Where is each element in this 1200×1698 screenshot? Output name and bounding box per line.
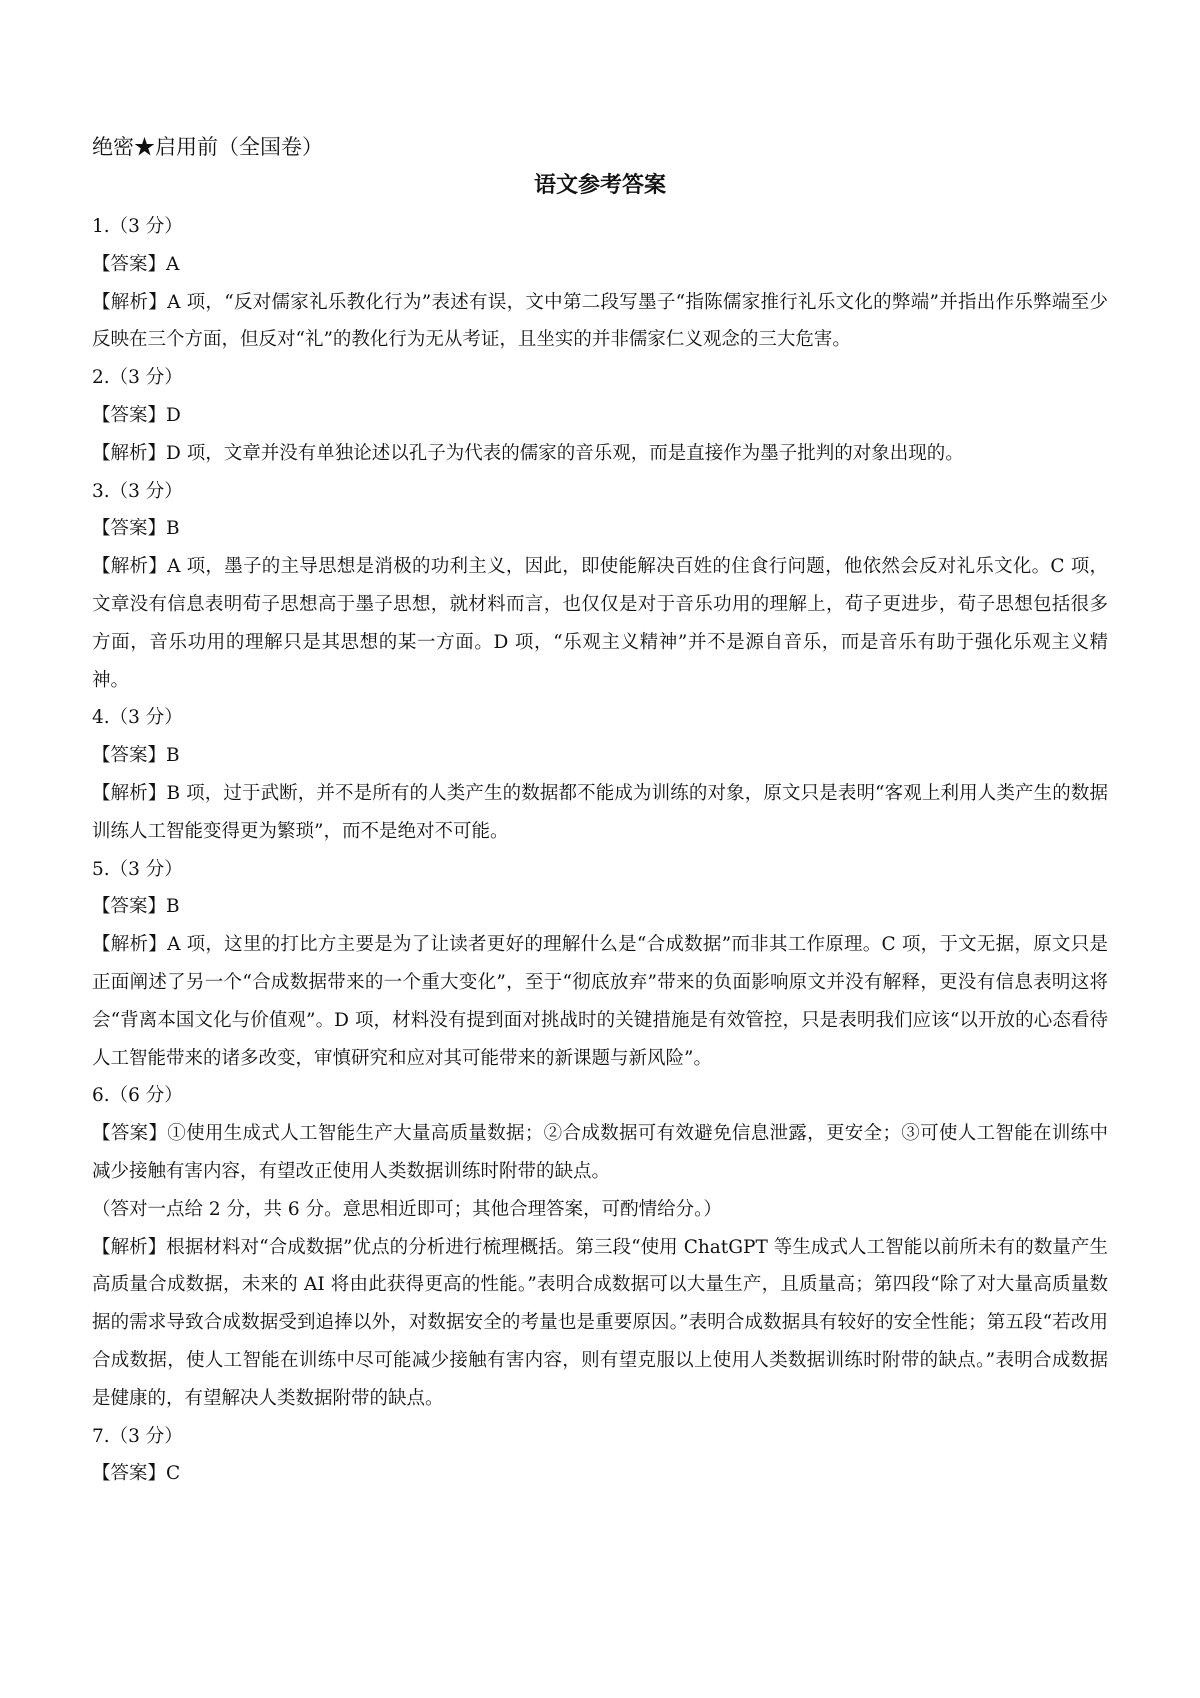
answer-line bbox=[92, 510, 1108, 548]
answer-tag: 【答案】 bbox=[92, 1463, 167, 1485]
answer-line bbox=[92, 737, 1108, 775]
question-number: 5.（3 分） bbox=[92, 858, 183, 880]
answer-value: B bbox=[166, 896, 180, 918]
analysis-tag: 【解析】 bbox=[92, 442, 167, 464]
analysis-paragraph bbox=[92, 775, 1108, 851]
analysis-paragraph bbox=[92, 435, 1108, 473]
answer-line bbox=[92, 246, 1108, 284]
answer-line bbox=[92, 1115, 1108, 1191]
answer-line bbox=[92, 888, 1108, 926]
question-number: 6.（6 分） bbox=[92, 1085, 183, 1107]
answer-tag: 【答案】 bbox=[92, 518, 167, 540]
answer-value: B bbox=[166, 518, 180, 540]
question-number: 4.（3 分） bbox=[92, 707, 183, 729]
analysis-text: 根据材料对“合成数据”优点的分析进行梳理概括。第三段“使用 ChatGPT 等生成式人工智能以前所未有的数量产生高质量合成数据，未来的 AI 将由此获得更高的性能。”表明合成数据可以大量生产，且质量高；第四段“除了对大量高质量数据的需求导致合成数据受到追捧以外，对数据安全的考量也是重要原因。”表明合成数据具有较好的安全性能；第五段“若改用合成数据，使人工智能在训练中尽可能减少接触有害内容，则有望克服以上使用人类数据训练时附带的缺点。”表明合成数据是健康的，有望解决人类数据附带的缺点。 bbox=[92, 1236, 1108, 1409]
answer-line bbox=[92, 397, 1108, 435]
analysis-tag: 【解析】 bbox=[92, 782, 167, 804]
question-number: 1.（3 分） bbox=[92, 216, 183, 237]
answer-value: A bbox=[166, 253, 180, 275]
analysis-text: A 项，墨子的主导思想是消极的功利主义，因此，即使能解决百姓的住食行问题，他依然会反对礼乐文化。C 项，文章没有信息表明荀子思想高于墨子思想，就材料而言，也仅仅是对于音乐功用的理解上，荀子更进步，荀子思想包括很多方面，音乐功用的理解只是其思想的某一方面。D 项，“乐观主义精神”并不是源自音乐，而是音乐有助于强化乐观主义精神。 bbox=[92, 556, 1108, 691]
answer-tag: 【答案】 bbox=[92, 896, 167, 918]
question-number: 2.（3 分） bbox=[92, 367, 183, 389]
answer-value: C bbox=[166, 1463, 181, 1485]
confidential-header: 绝密★启用前（全国卷） bbox=[92, 135, 323, 159]
analysis-tag: 【解析】 bbox=[92, 291, 168, 313]
analysis-paragraph bbox=[92, 284, 1108, 360]
answer-tag: 【答案】 bbox=[92, 404, 167, 426]
answer-value: B bbox=[166, 745, 180, 767]
answer-value: ①使用生成式人工智能生产大量高质量数据；②合成数据可有效避免信息泄露，更安全；③可使人工智能在训练中减少接触有害内容，有望改正使用人类数据训练时附带的缺点。 bbox=[92, 1123, 1108, 1182]
answer-tag: 【答案】 bbox=[92, 1123, 168, 1145]
analysis-text: D 项，文章并没有单独论述以孔子为代表的儒家的音乐观，而是直接作为墨子批判的对象出现的。 bbox=[166, 442, 964, 464]
answer-tag: 【答案】 bbox=[92, 745, 167, 767]
analysis-paragraph bbox=[92, 926, 1108, 1077]
answer-value: D bbox=[166, 404, 181, 426]
analysis-tag: 【解析】 bbox=[92, 934, 168, 956]
answer-line bbox=[92, 1455, 1108, 1493]
answer-tag: 【答案】 bbox=[92, 253, 167, 275]
document-title: 语文参考答案 bbox=[533, 172, 666, 198]
analysis-paragraph bbox=[92, 1229, 1108, 1418]
analysis-text: B 项，过于武断，并不是所有的人类产生的数据都不能成为训练的对象，原文只是表明“客观上利用人类产生的数据训练人工智能变得更为繁琐”，而不是绝对不可能。 bbox=[92, 782, 1108, 842]
analysis-tag: 【解析】 bbox=[92, 1236, 167, 1258]
scoring-note: （答对一点给 2 分，共 6 分。意思相近即可；其他合理答案，可酌情给分。） bbox=[92, 1198, 722, 1220]
analysis-paragraph bbox=[92, 548, 1108, 699]
analysis-text: A 项，“反对儒家礼乐教化行为”表述有误，文中第二段写墨子“指陈儒家推行礼乐文化的弊端”并指出作乐弊端至少反映在三个方面，但反对“礼”的教化行为无从考证，且坐实的并非儒家仁义观念的三大危害。 bbox=[92, 291, 1108, 351]
question-number: 3.（3 分） bbox=[92, 480, 183, 502]
analysis-tag: 【解析】 bbox=[92, 556, 168, 578]
analysis-text: A 项，这里的打比方主要是为了让读者更好的理解什么是“合成数据”而非其工作原理。C 项，于文无据，原文只是正面阐述了另一个“合成数据带来的一个重大变化”，至于“彻底放弃”带来的负面影响原文并没有解释，更没有信息表明这将会“背离本国文化与价值观”。D 项，材料没有提到面对挑战时的关键措施是有效管控，只是表明我们应该“以开放的心态看待人工智能带来的诸多改变，审慎研究和应对其可能带来的新课题与新风险”。 bbox=[92, 934, 1108, 1069]
question-number: 7.（3 分） bbox=[92, 1425, 183, 1447]
